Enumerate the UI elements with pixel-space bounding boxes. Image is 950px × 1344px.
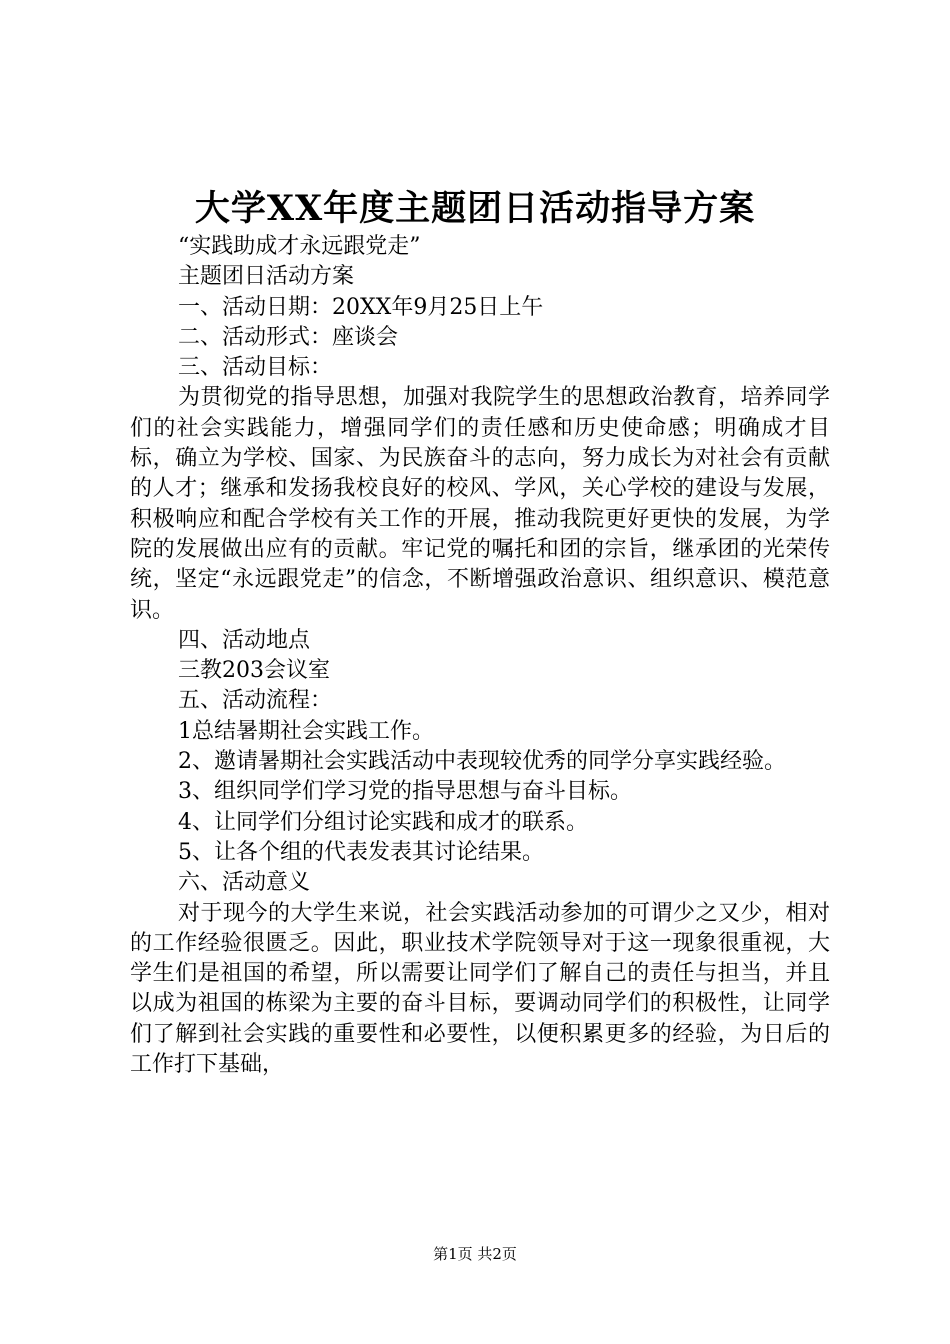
process-step-2: 2、邀请暑期社会实践活动中表现较优秀的同学分享实践经验。 (178, 749, 786, 775)
process-step-5: 5、让各个组的代表发表其讨论结果。 (178, 839, 544, 865)
activity-significance-paragraph: 对于现今的大学生来说，社会实践活动参加的可谓少之又少，相对的工作经验很匮乏。因此，职业技术学院领导对于这一现象很重视，大学生们是祖国的希望，所以需要让同学们了解自己的责任与担当，并且以成为祖国的栋梁为主要的奋斗目标，要调动同学们的积极性，让同学们了解到社会实践的重要性和必要性，以便积累更多的经验，为日后的工作打下基础， (130, 900, 830, 1078)
process-step-4: 4、让同学们分组讨论实践和成才的联系。 (178, 809, 588, 835)
activity-goal-paragraph: 为贯彻党的指导思想，加强对我院学生的思想政治教育，培养同学们的社会实践能力，增强同学们的责任感和历史使命感；明确成才目标，确立为学校、国家、为民族奋斗的志向，努力成长为对社会有贡献的人才；继承和发扬我校良好的校风、学风，关心学校的建设与发展，积极响应和配合学校有关工作的开展，推动我院更好更快的发展，为学院的发展做出应有的贡献。牢记党的嘱托和团的宗旨，继承团的光荣传统，坚定“永远跟党走”的信念，不断增强政治意识、组织意识、模范意识。 (130, 385, 830, 623)
document-title: 大学XX年度主题团日活动指导方案 (194, 188, 756, 229)
process-step-3: 3、组织同学们学习党的指导思想与奋斗目标。 (178, 779, 632, 805)
page-footer: 第1页 共2页 (433, 1245, 517, 1263)
slogan-line: “实践助成才永远跟党走” (178, 234, 421, 259)
subtitle-line: 主题团日活动方案 (178, 264, 355, 290)
document-body (130, 232, 830, 1080)
activity-location: 三教203会议室 (178, 658, 330, 684)
activity-location-heading: 四、活动地点 (178, 627, 311, 653)
activity-goal-heading: 三、活动目标： (178, 355, 333, 381)
activity-date: 一、活动日期：20XX年9月25日上午 (178, 294, 544, 320)
process-step-1: 1总结暑期社会实践工作。 (178, 718, 434, 744)
activity-format: 二、活动形式：座谈会 (178, 324, 399, 350)
activity-significance-heading: 六、活动意义 (178, 870, 311, 896)
activity-process-heading: 五、活动流程： (178, 688, 333, 714)
